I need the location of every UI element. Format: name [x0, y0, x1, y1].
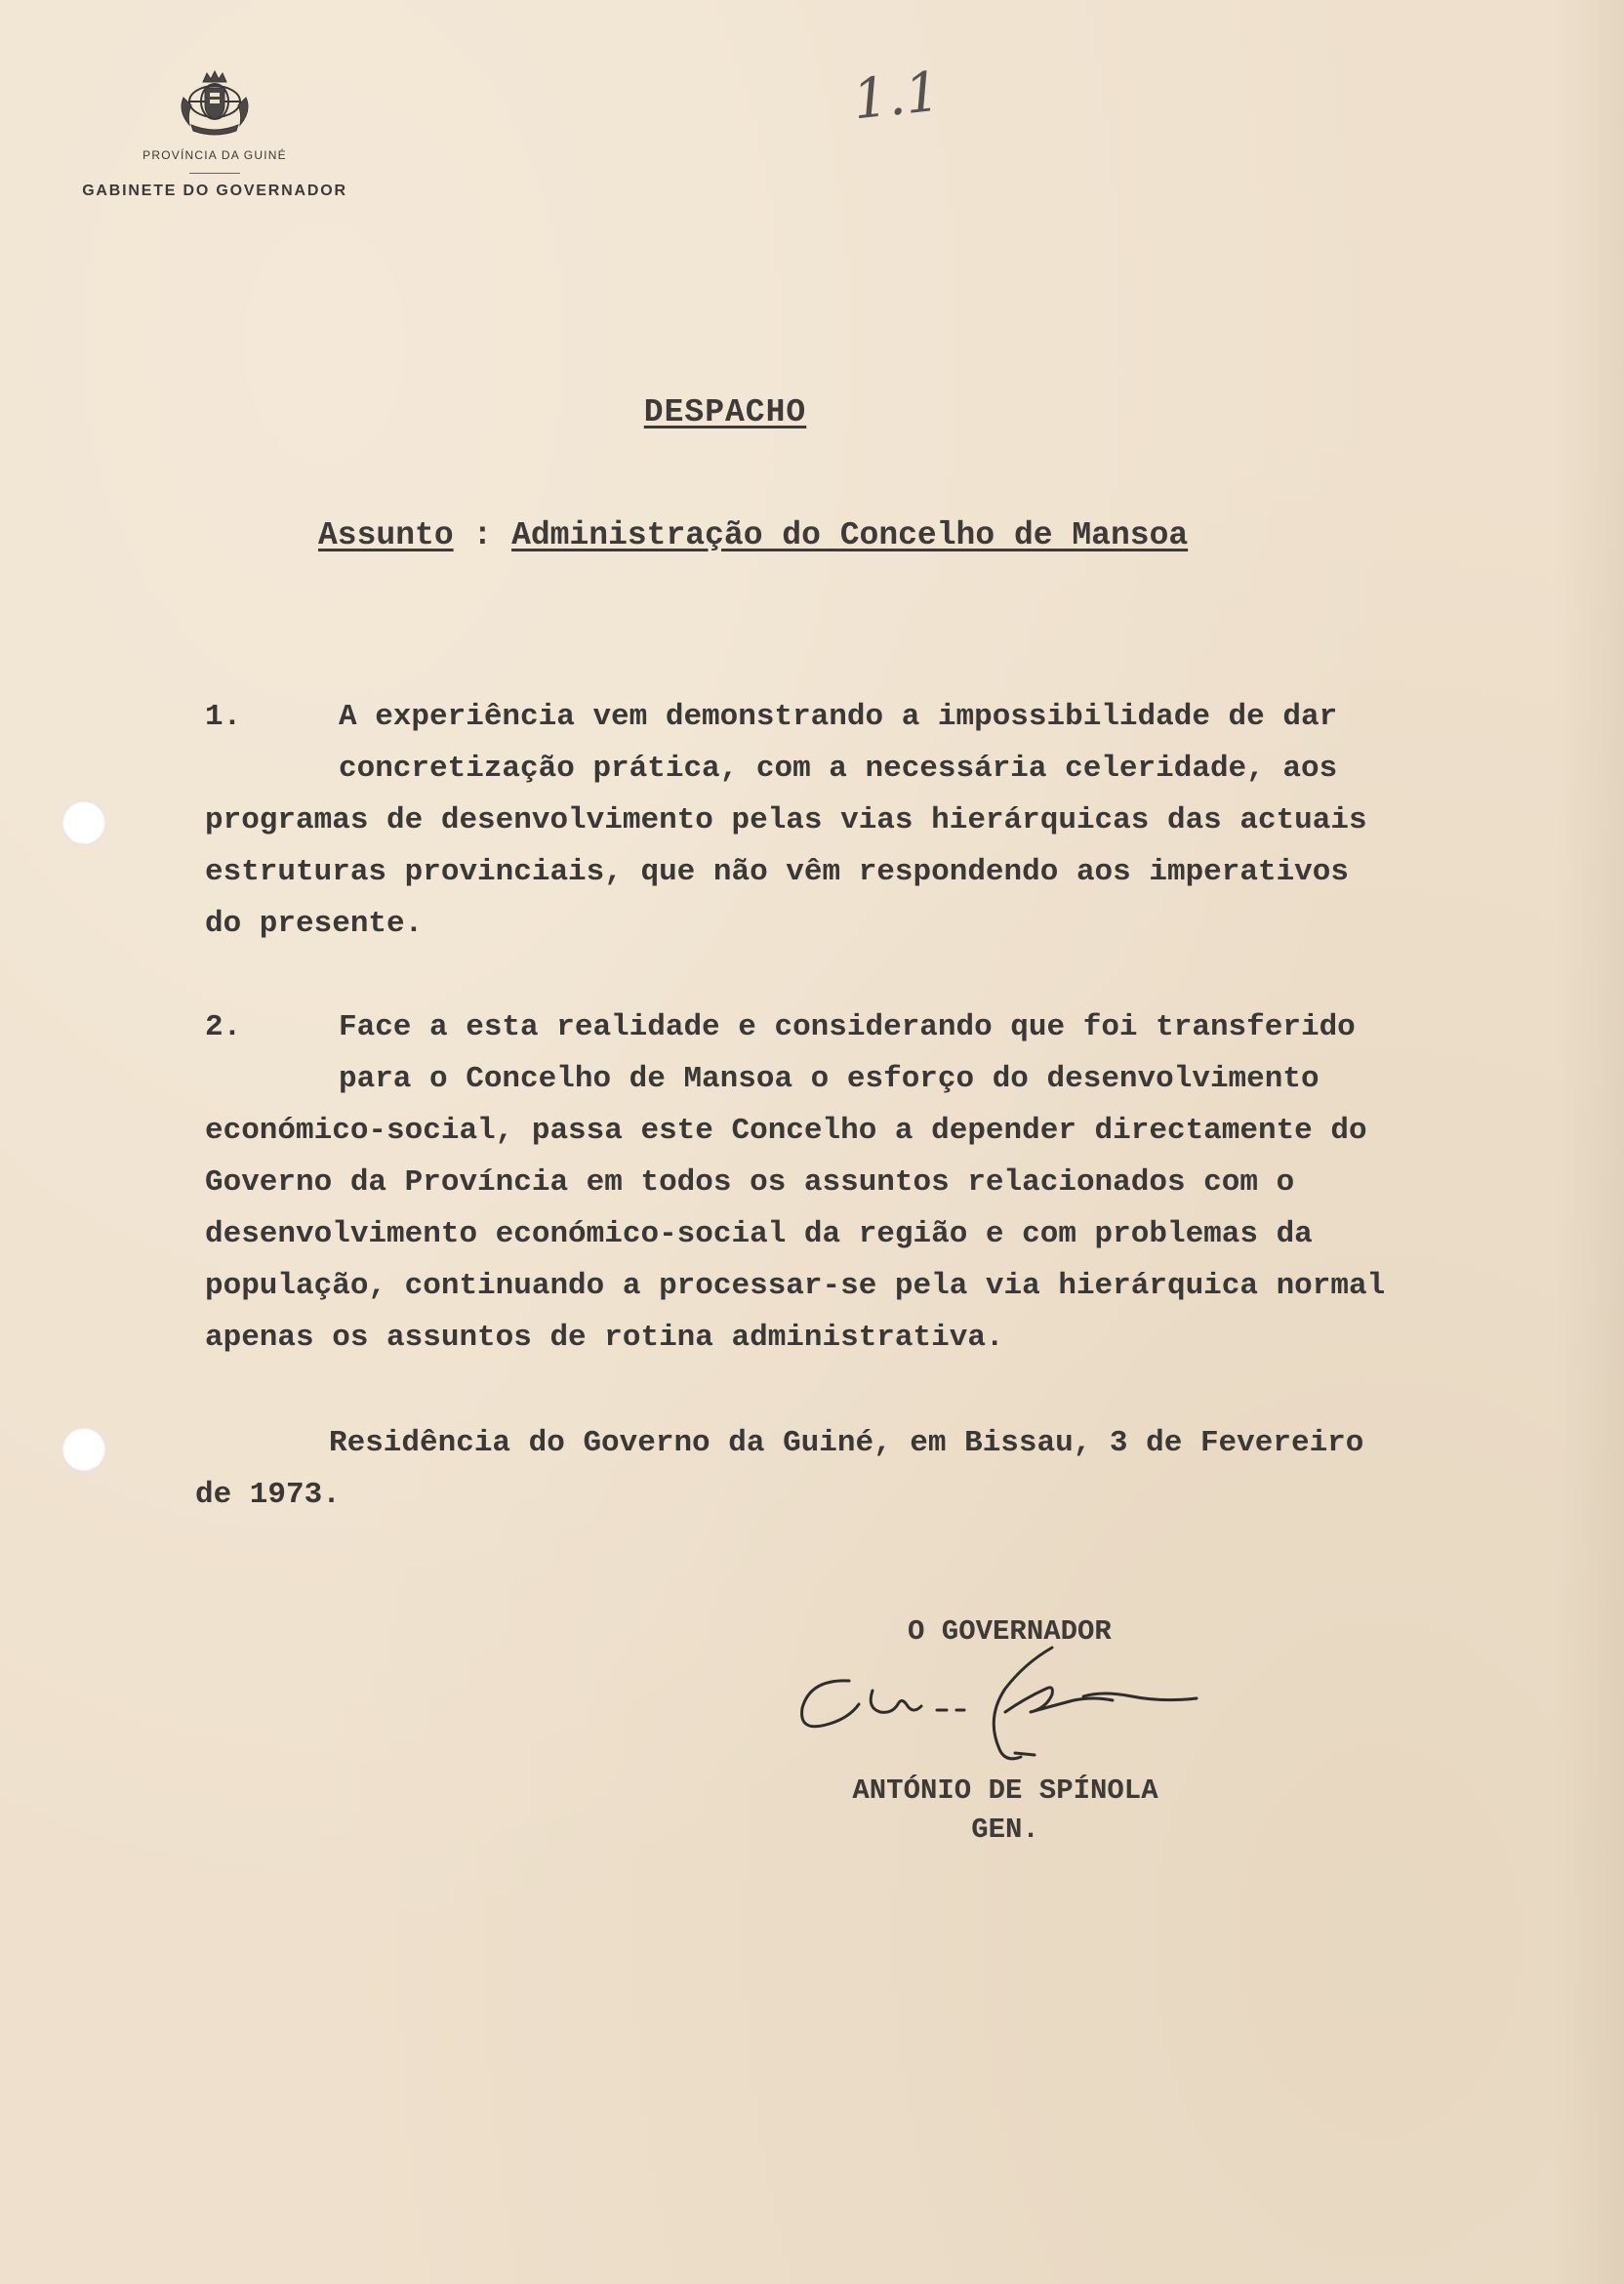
paragraph-line: desenvolvimento económico-social da região e com problemas da: [205, 1217, 1313, 1251]
province-name: PROVÍNCIA DA GUINÉ: [142, 148, 287, 162]
paragraph-line: [205, 1001, 1474, 1053]
paragraph-2: [205, 1001, 1474, 1364]
signatory-name-block: [830, 1772, 1181, 1850]
subject-label: Assunto: [318, 517, 454, 553]
paper-edge-shadow: [1556, 0, 1624, 2284]
folio-number: 1.1: [849, 60, 944, 133]
paragraph-number: 1.: [205, 700, 242, 734]
office-name: GABINETE DO GOVERNADOR: [82, 183, 347, 199]
paragraph-number: 2.: [205, 1010, 242, 1044]
signatory-rank: GEN.: [971, 1814, 1039, 1846]
paragraph-1: [205, 691, 1474, 950]
closing-line: Residência do Governo da Guiné, em Bissau, 3 de Fevereiro: [329, 1426, 1364, 1460]
punch-hole: [61, 1427, 106, 1472]
closing-paragraph: [195, 1417, 1464, 1521]
paragraph-line: concretização prática, com a necessária celeridade, aos: [339, 752, 1338, 786]
letterhead: [59, 68, 371, 200]
punch-hole: [61, 800, 106, 845]
paragraph-text: Face a esta realidade e considerando que foi transferido: [339, 1010, 1356, 1044]
paragraph-line: económico-social, passa este Concelho a depender directamente do: [205, 1114, 1367, 1148]
paragraph-line: [205, 691, 1474, 743]
paragraph-line: população, continuando a processar-se pela via hierárquica normal: [205, 1269, 1386, 1303]
subject-line: [318, 517, 1197, 553]
subject-separator: :: [472, 517, 493, 553]
paragraph-line: programas de desenvolvimento pelas vias hierárquicas das actuais: [205, 803, 1367, 837]
subject-text: Administração do Concelho de Mansoa: [511, 517, 1189, 553]
coat-of-arms-icon: [174, 68, 256, 137]
letterhead-divider: [189, 173, 240, 174]
paragraph-text: A experiência vem demonstrando a impossibilidade de dar: [339, 700, 1338, 734]
handwritten-signature: [791, 1640, 1230, 1767]
paragraph-line: estruturas provinciais, que não vêm respondendo aos imperativos: [205, 855, 1349, 889]
paragraph-line: Governo da Província em todos os assuntos relacionados com o: [205, 1165, 1295, 1200]
document-title: DESPACHO: [643, 394, 807, 430]
paragraph-line: apenas os assuntos de rotina administrativa.: [205, 1321, 1004, 1355]
signatory-title: O GOVERNADOR: [908, 1615, 1112, 1648]
paragraph-line: para o Concelho de Mansoa o esforço do desenvolvimento: [339, 1062, 1320, 1096]
paragraph-line: do presente.: [205, 907, 424, 941]
signatory-name: ANTÓNIO DE SPÍNOLA: [852, 1774, 1158, 1807]
closing-line: de 1973.: [195, 1478, 341, 1512]
